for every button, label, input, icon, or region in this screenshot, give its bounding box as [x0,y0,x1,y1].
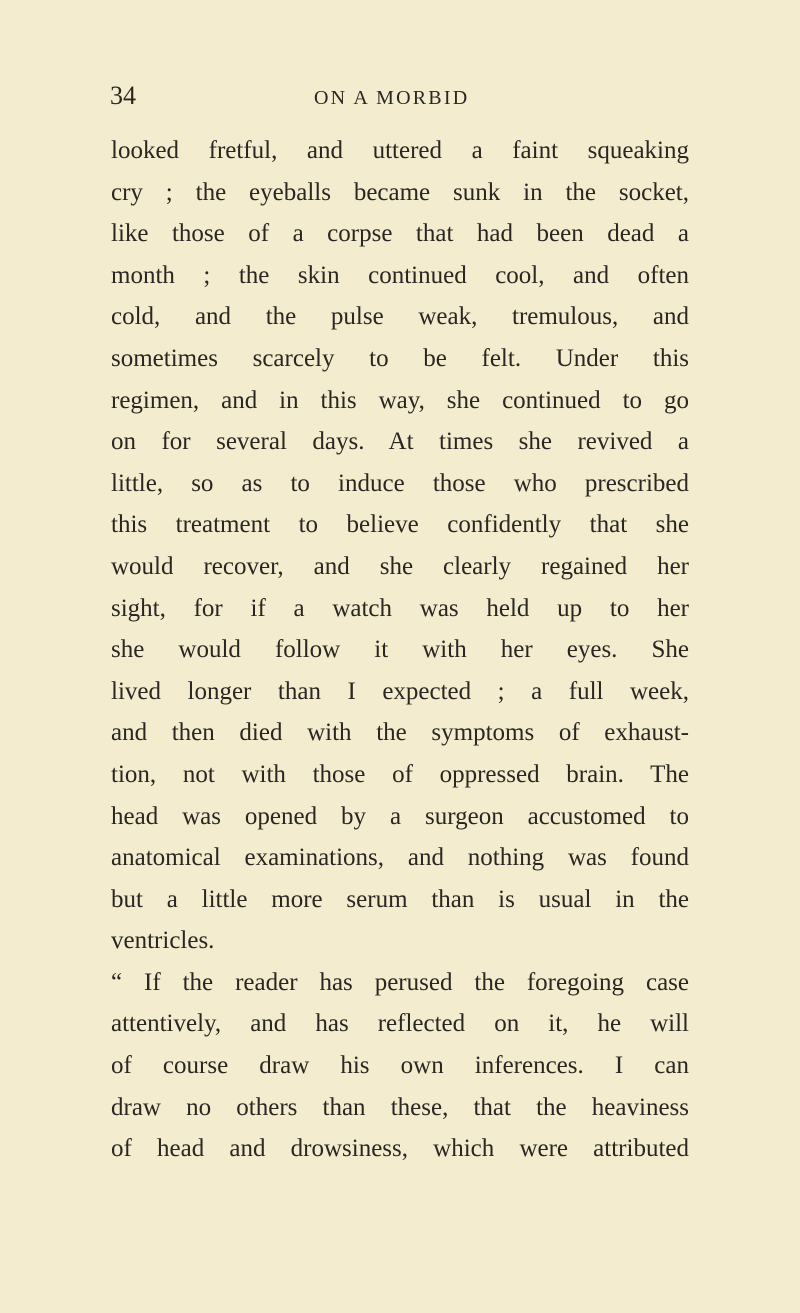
text-line: ventricles. [111,927,215,955]
text-line: cry ; the eyeballs became sunk in the socket, [111,178,689,206]
text-line: looked fretful, and uttered a faint squeaking [111,137,689,164]
running-title: ON A MORBID [314,87,470,109]
text-line: head was opened by a surgeon accustomed to [111,802,689,830]
text-line: “ If the reader has perused the foregoing case [111,968,689,996]
text-line: anatomical examinations, and nothing was found [111,844,689,872]
text-line: little, so as to induce those who prescribed [111,469,689,497]
text-line: lived longer than I expected ; a full week, [111,677,689,705]
text-line: sight, for if a watch was held up to her [111,594,689,622]
text-line: regimen, and in this way, she continued to go [111,386,689,414]
page-number: 34 [110,81,136,110]
text-line: of course draw his own inferences. I can [111,1052,689,1080]
page-header [0,78,800,114]
text-line: would recover, and she clearly regained her [111,552,689,580]
text-line: sometimes scarcely to be felt. Under this [111,344,689,372]
text-line: draw no others than these, that the heaviness [111,1093,689,1121]
text-line: but a little more serum than is usual in the [111,885,689,913]
text-line: this treatment to believe confidently that she [111,511,689,539]
text-line: attentively, and has reflected on it, he will [111,1010,689,1038]
text-line: and then died with the symptoms of exhaust- [111,719,689,747]
text-line: on for several days. At times she revived a [111,428,689,456]
text-line: cold, and the pulse weak, tremulous, and [111,303,689,331]
text-line: she would follow it with her eyes. She [111,636,689,664]
text-line: month ; the skin continued cool, and often [111,261,689,289]
text-line: like those of a corpse that had been dead a [111,220,689,248]
text-line: of head and drowsiness, which were attributed [111,1135,689,1163]
text-line: tion, not with those of oppressed brain. The [111,760,689,788]
body-text [111,130,689,1170]
